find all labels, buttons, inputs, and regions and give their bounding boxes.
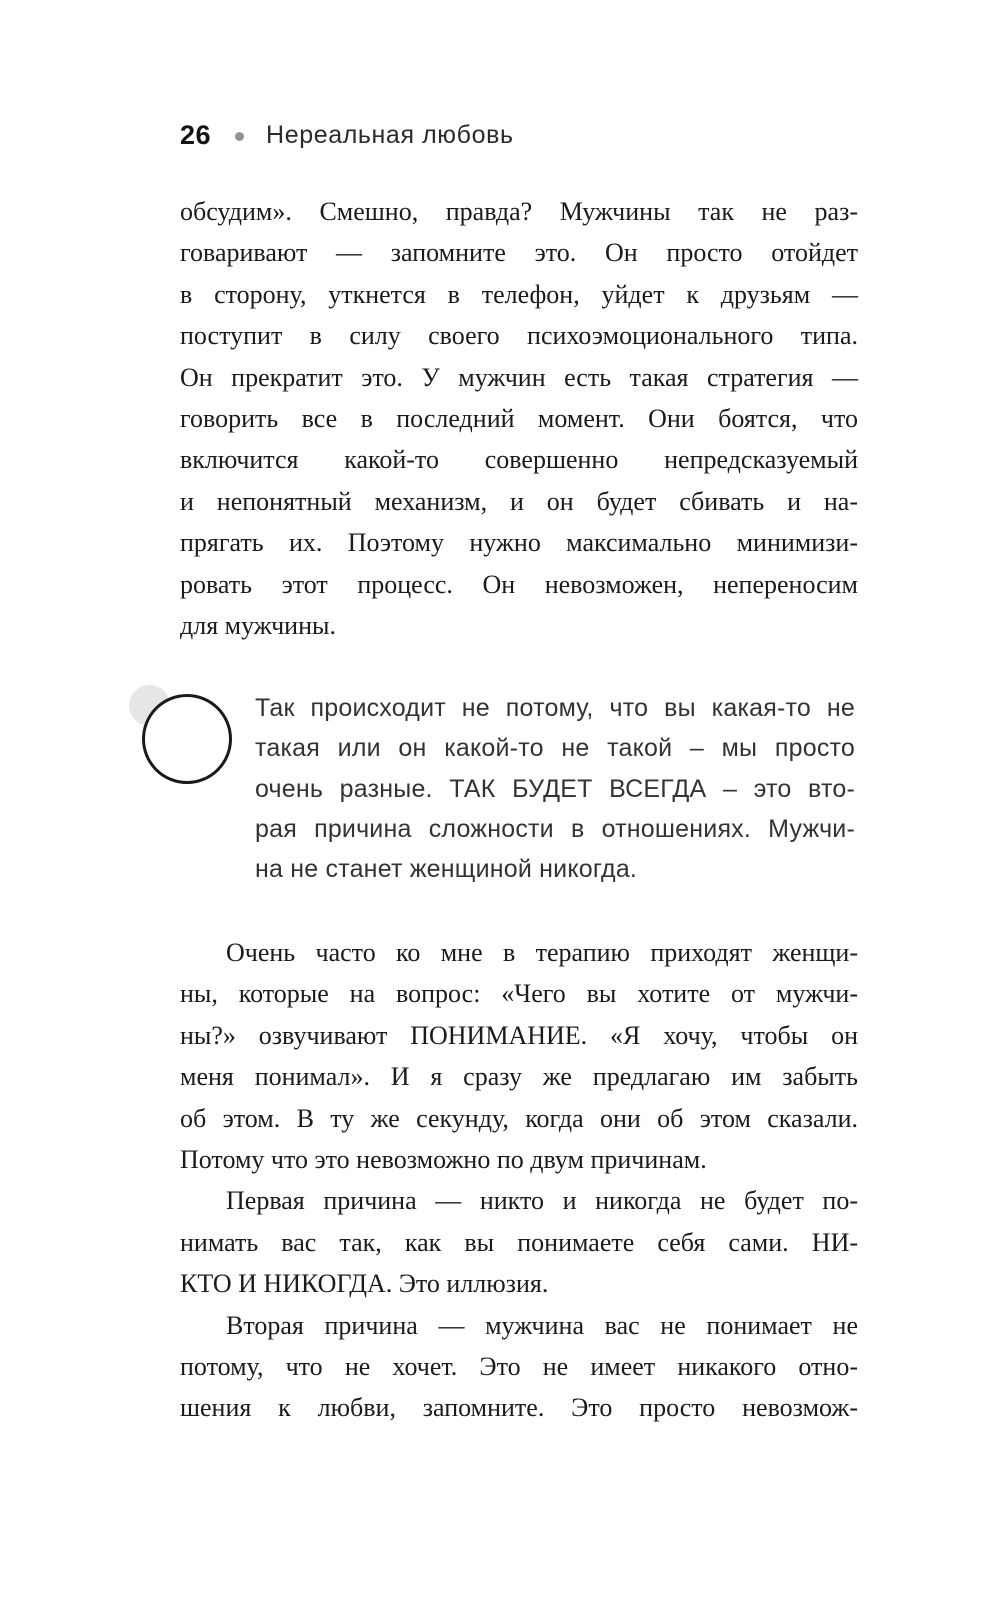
text-line: ны?» озвучивают ПОНИМАНИЕ. «Я хочу, чтобы он xyxy=(180,1020,858,1050)
text-line: Потому что это невозможно по двум причинам. xyxy=(180,1144,707,1174)
text-line: и непонятный механизм, и он будет сбивать и на- xyxy=(180,486,858,516)
text-line: прягать их. Поэтому нужно максимально минимизи- xyxy=(180,528,858,558)
text-line: на не станет женщиной никогда. xyxy=(255,855,638,884)
body-text xyxy=(180,932,858,1429)
text-line: в сторону, уткнется в телефон, уйдет к друзьям — xyxy=(180,279,858,309)
paragraph xyxy=(180,932,858,1180)
text-line: рая причина сложности в отношениях. Мужчи- xyxy=(255,814,855,843)
page-number: 26 xyxy=(180,120,212,150)
text-line: Так происходит не потому, что вы какая-то не xyxy=(255,694,855,722)
text-line: для мужчины. xyxy=(180,610,336,640)
pull-quote xyxy=(255,688,855,889)
text-line: потому, что не хочет. Это не имеет никакого отно- xyxy=(180,1351,858,1381)
paragraph xyxy=(180,191,858,646)
text-line: нимать вас так, как вы понимаете себя сами. НИ- xyxy=(180,1227,858,1257)
text-line: обсудим». Смешно, правда? Мужчины так не раз- xyxy=(180,197,858,226)
text-line: шения к любви, запомните. Это просто невозмож- xyxy=(180,1393,858,1423)
paragraph xyxy=(180,1305,858,1429)
text-line: Он прекратит это. У мужчин есть такая стратегия — xyxy=(180,362,858,392)
text-line: меня понимал». И я сразу же предлагаю им забыть xyxy=(180,1062,858,1092)
text-line: Вторая причина — мужчина вас не понимает не xyxy=(226,1310,858,1340)
text-line: такая или он какой-то не такой – мы просто xyxy=(255,734,855,763)
text-line: Первая причина — никто и никогда не будет по- xyxy=(226,1186,858,1216)
text-line: Очень часто ко мне в терапию приходят женщи- xyxy=(226,938,858,967)
text-line: КТО И НИКОГДА. Это иллюзия. xyxy=(180,1269,549,1299)
paragraph xyxy=(180,1180,858,1304)
text-line: об этом. В ту же секунду, когда они об этом сказали. xyxy=(180,1103,858,1133)
text-line: говаривают — запомните это. Он просто отойдет xyxy=(180,238,858,268)
text-line: ны, которые на вопрос: «Чего вы хотите от мужчи- xyxy=(180,979,858,1009)
running-header xyxy=(180,120,514,151)
text-line: поступит в силу своего психоэмоционального типа. xyxy=(180,321,858,351)
text-line: говорить все в последний момент. Они боятся, что xyxy=(180,403,858,433)
text-line: ровать этот процесс. Он невозможен, непереносим xyxy=(180,569,858,599)
running-title: Нереальная любовь xyxy=(266,121,514,149)
header-bullet-icon xyxy=(235,132,244,141)
text-line: включится какой-то совершенно непредсказуемый xyxy=(180,445,858,475)
circle-outline-icon xyxy=(142,694,232,784)
text-line: очень разные. ТАК БУДЕТ ВСЕГДА – это вто- xyxy=(255,774,855,803)
pull-quote-decoration xyxy=(129,685,239,785)
